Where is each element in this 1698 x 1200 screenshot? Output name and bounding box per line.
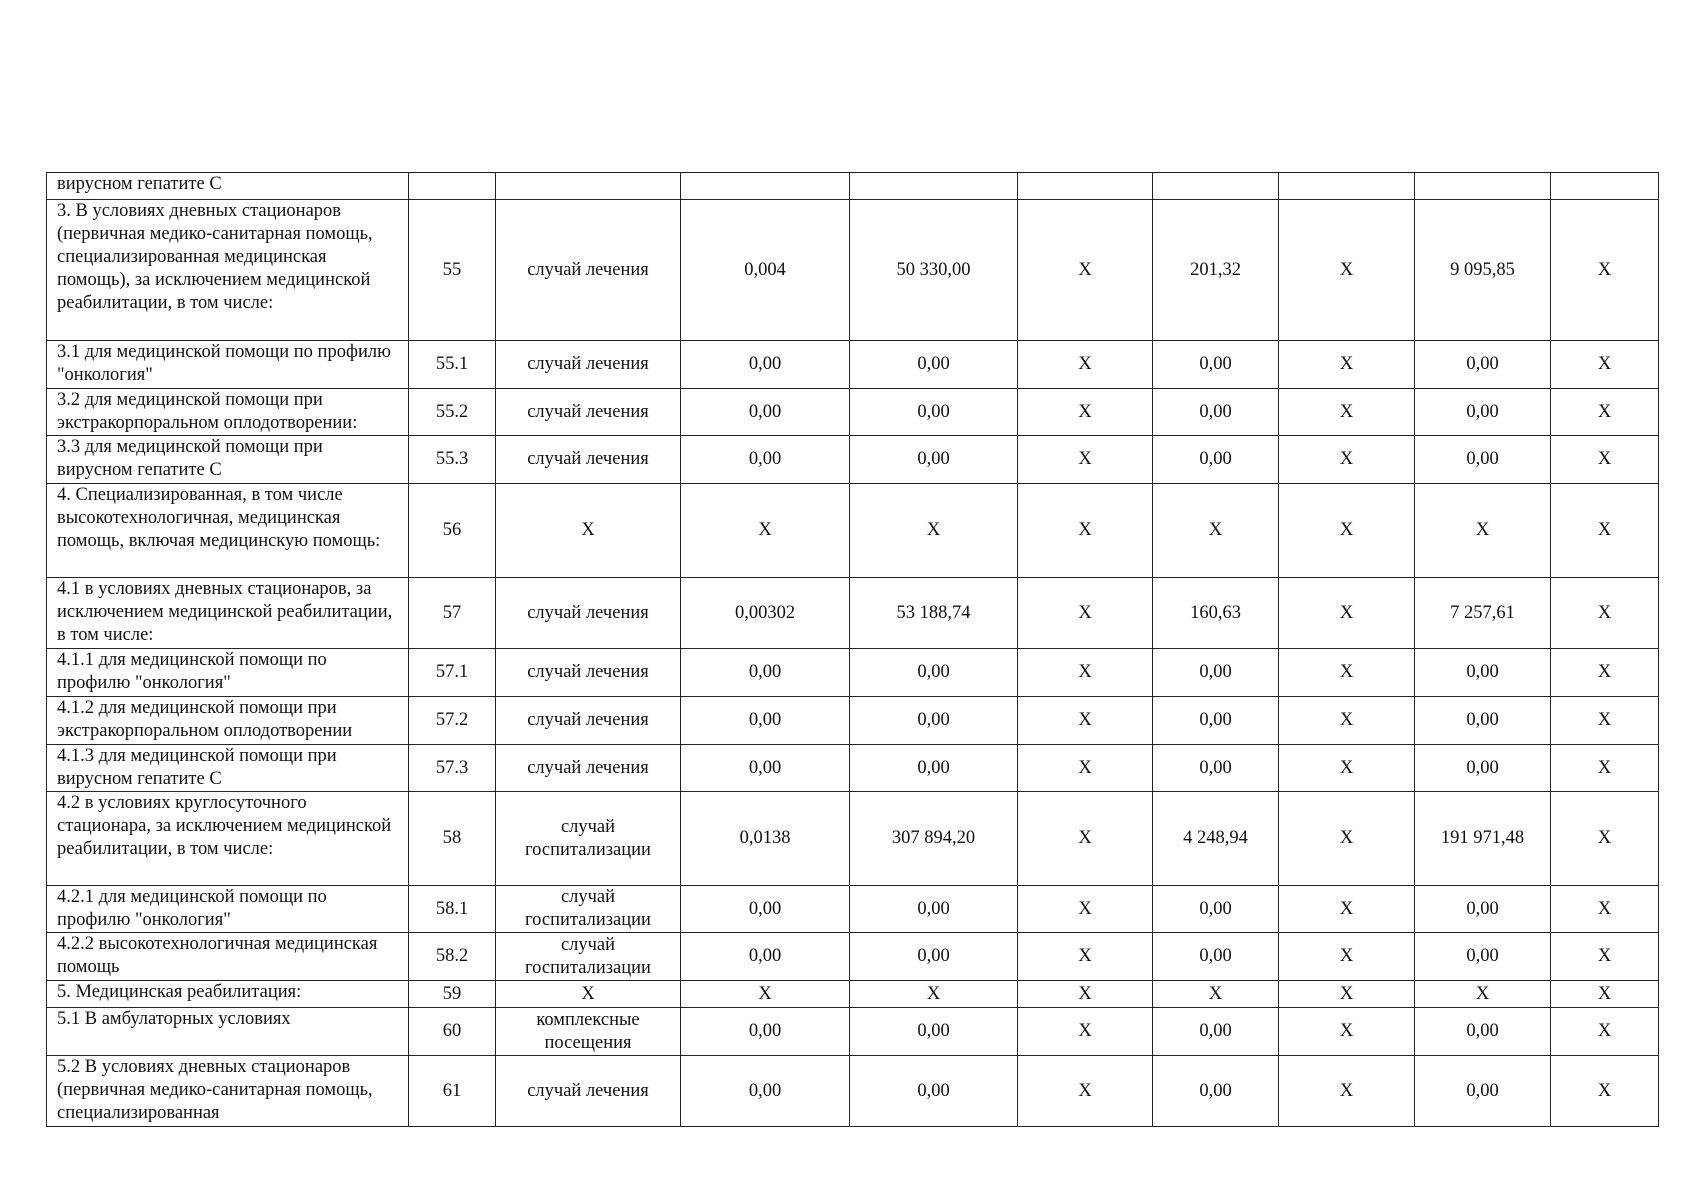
budget-per-capita-cell: Х bbox=[1018, 1056, 1153, 1127]
table-body bbox=[47, 173, 1659, 1127]
budget-total-cell: Х bbox=[1279, 792, 1415, 886]
oms-per-capita-cell: Х bbox=[1153, 981, 1279, 1008]
table-row bbox=[47, 341, 1659, 389]
oms-total-cell: 191 971,48 bbox=[1415, 792, 1551, 886]
budget-total-cell: Х bbox=[1279, 649, 1415, 697]
budget-per-capita-cell bbox=[1018, 173, 1153, 200]
budget-total-cell: Х bbox=[1279, 697, 1415, 745]
table-row bbox=[47, 697, 1659, 745]
budget-per-capita-cell: Х bbox=[1018, 886, 1153, 933]
row-label-cell: 5.1 В амбулаторных условиях bbox=[47, 1008, 409, 1056]
unit-cell: случай лечения bbox=[496, 200, 681, 341]
table-row bbox=[47, 649, 1659, 697]
share-cell: Х bbox=[1551, 933, 1659, 981]
table-row bbox=[47, 745, 1659, 792]
cost-norm-cell: 0,00 bbox=[850, 697, 1018, 745]
table-row bbox=[47, 484, 1659, 578]
volume-norm-cell: 0,004 bbox=[681, 200, 850, 341]
share-cell: Х bbox=[1551, 1056, 1659, 1127]
share-cell bbox=[1551, 173, 1659, 200]
oms-per-capita-cell: 0,00 bbox=[1153, 389, 1279, 436]
volume-norm-cell: 0,0138 bbox=[681, 792, 850, 886]
row-label-cell: 3.1 для медицинской помощи по профилю "онкология" bbox=[47, 341, 409, 389]
row-code-cell: 56 bbox=[409, 484, 496, 578]
oms-per-capita-cell: Х bbox=[1153, 484, 1279, 578]
row-code-cell: 55.1 bbox=[409, 341, 496, 389]
budget-total-cell: Х bbox=[1279, 886, 1415, 933]
unit-cell: случай лечения bbox=[496, 697, 681, 745]
volume-norm-cell bbox=[681, 173, 850, 200]
volume-norm-cell: 0,00 bbox=[681, 341, 850, 389]
cost-norm-cell: 0,00 bbox=[850, 649, 1018, 697]
budget-per-capita-cell: Х bbox=[1018, 933, 1153, 981]
oms-total-cell: 0,00 bbox=[1415, 697, 1551, 745]
cost-norm-cell: 0,00 bbox=[850, 389, 1018, 436]
cost-norm-cell: 0,00 bbox=[850, 1008, 1018, 1056]
oms-per-capita-cell: 0,00 bbox=[1153, 697, 1279, 745]
row-label-cell: вирусном гепатите С bbox=[47, 173, 409, 200]
unit-cell: случай лечения bbox=[496, 1056, 681, 1127]
budget-per-capita-cell: Х bbox=[1018, 389, 1153, 436]
row-label-cell: 5.2 В условиях дневных стационаров (первичная медико-санитарная помощь, специализированная bbox=[47, 1056, 409, 1127]
budget-total-cell: Х bbox=[1279, 1056, 1415, 1127]
share-cell: Х bbox=[1551, 981, 1659, 1008]
oms-total-cell: 0,00 bbox=[1415, 886, 1551, 933]
volume-norm-cell: 0,00 bbox=[681, 649, 850, 697]
share-cell: Х bbox=[1551, 341, 1659, 389]
unit-cell: случай госпитализации bbox=[496, 792, 681, 886]
volume-norm-cell: 0,00 bbox=[681, 697, 850, 745]
budget-per-capita-cell: Х bbox=[1018, 697, 1153, 745]
row-code-cell: 58.1 bbox=[409, 886, 496, 933]
budget-total-cell: Х bbox=[1279, 745, 1415, 792]
share-cell: Х bbox=[1551, 649, 1659, 697]
table-row bbox=[47, 1008, 1659, 1056]
share-cell: Х bbox=[1551, 578, 1659, 649]
oms-total-cell: 0,00 bbox=[1415, 1056, 1551, 1127]
budget-per-capita-cell: Х bbox=[1018, 436, 1153, 484]
oms-total-cell bbox=[1415, 173, 1551, 200]
unit-cell: случай лечения bbox=[496, 436, 681, 484]
oms-per-capita-cell: 201,32 bbox=[1153, 200, 1279, 341]
row-label-cell: 4.1.3 для медицинской помощи при вирусном гепатите С bbox=[47, 745, 409, 792]
oms-total-cell: Х bbox=[1415, 484, 1551, 578]
cost-norm-cell: 0,00 bbox=[850, 886, 1018, 933]
unit-cell: Х bbox=[496, 981, 681, 1008]
volume-norm-cell: 0,00 bbox=[681, 436, 850, 484]
oms-total-cell: 0,00 bbox=[1415, 649, 1551, 697]
cost-norm-cell: 0,00 bbox=[850, 933, 1018, 981]
cost-norm-cell: 0,00 bbox=[850, 745, 1018, 792]
oms-total-cell: 0,00 bbox=[1415, 1008, 1551, 1056]
volume-norm-cell: 0,00 bbox=[681, 886, 850, 933]
oms-per-capita-cell: 0,00 bbox=[1153, 933, 1279, 981]
row-code-cell: 57.1 bbox=[409, 649, 496, 697]
budget-total-cell: Х bbox=[1279, 1008, 1415, 1056]
row-label-cell: 4.2 в условиях круглосуточного стационара, за исключением медицинской реабилитации, в том числе: bbox=[47, 792, 409, 886]
cost-norm-cell: 53 188,74 bbox=[850, 578, 1018, 649]
row-code-cell: 57 bbox=[409, 578, 496, 649]
cost-norm-cell bbox=[850, 173, 1018, 200]
budget-total-cell: Х bbox=[1279, 933, 1415, 981]
table-row bbox=[47, 886, 1659, 933]
cost-norm-cell: Х bbox=[850, 484, 1018, 578]
oms-per-capita-cell: 0,00 bbox=[1153, 649, 1279, 697]
budget-per-capita-cell: Х bbox=[1018, 1008, 1153, 1056]
table-row bbox=[47, 578, 1659, 649]
budget-total-cell: Х bbox=[1279, 484, 1415, 578]
oms-total-cell: 9 095,85 bbox=[1415, 200, 1551, 341]
row-code-cell: 59 bbox=[409, 981, 496, 1008]
financing-table bbox=[46, 172, 1659, 1127]
row-label-cell: 4.2.1 для медицинской помощи по профилю "онкология" bbox=[47, 886, 409, 933]
cost-norm-cell: 50 330,00 bbox=[850, 200, 1018, 341]
oms-per-capita-cell bbox=[1153, 173, 1279, 200]
oms-total-cell: 0,00 bbox=[1415, 436, 1551, 484]
row-code-cell: 61 bbox=[409, 1056, 496, 1127]
table-row bbox=[47, 933, 1659, 981]
volume-norm-cell: 0,00 bbox=[681, 745, 850, 792]
cost-norm-cell: 0,00 bbox=[850, 1056, 1018, 1127]
volume-norm-cell: 0,00 bbox=[681, 1056, 850, 1127]
cost-norm-cell: Х bbox=[850, 981, 1018, 1008]
row-label-cell: 3. В условиях дневных стационаров (первичная медико-санитарная помощь, специализированная медицинская помощь), за исключением медицинской реабилитации, в том числе: bbox=[47, 200, 409, 341]
row-code-cell: 57.3 bbox=[409, 745, 496, 792]
volume-norm-cell: Х bbox=[681, 981, 850, 1008]
row-code-cell: 60 bbox=[409, 1008, 496, 1056]
share-cell: Х bbox=[1551, 200, 1659, 341]
oms-total-cell: Х bbox=[1415, 981, 1551, 1008]
share-cell: Х bbox=[1551, 697, 1659, 745]
table-row bbox=[47, 1056, 1659, 1127]
cost-norm-cell: 0,00 bbox=[850, 436, 1018, 484]
budget-per-capita-cell: Х bbox=[1018, 745, 1153, 792]
budget-per-capita-cell: Х bbox=[1018, 484, 1153, 578]
unit-cell: случай лечения bbox=[496, 389, 681, 436]
budget-per-capita-cell: Х bbox=[1018, 981, 1153, 1008]
budget-total-cell: Х bbox=[1279, 981, 1415, 1008]
table-row bbox=[47, 200, 1659, 341]
budget-total-cell: Х bbox=[1279, 389, 1415, 436]
unit-cell: комплексные посещения bbox=[496, 1008, 681, 1056]
share-cell: Х bbox=[1551, 389, 1659, 436]
unit-cell: случай госпитализации bbox=[496, 933, 681, 981]
budget-per-capita-cell: Х bbox=[1018, 200, 1153, 341]
oms-total-cell: 7 257,61 bbox=[1415, 578, 1551, 649]
unit-cell: Х bbox=[496, 484, 681, 578]
volume-norm-cell: 0,00 bbox=[681, 389, 850, 436]
row-label-cell: 4.1 в условиях дневных стационаров, за исключением медицинской реабилитации, в том числе: bbox=[47, 578, 409, 649]
budget-per-capita-cell: Х bbox=[1018, 649, 1153, 697]
row-code-cell: 58.2 bbox=[409, 933, 496, 981]
row-label-cell: 3.2 для медицинской помощи при экстракорпоральном оплодотворении: bbox=[47, 389, 409, 436]
cost-norm-cell: 0,00 bbox=[850, 341, 1018, 389]
share-cell: Х bbox=[1551, 484, 1659, 578]
oms-total-cell: 0,00 bbox=[1415, 933, 1551, 981]
unit-cell: случай лечения bbox=[496, 649, 681, 697]
oms-per-capita-cell: 0,00 bbox=[1153, 436, 1279, 484]
unit-cell: случай лечения bbox=[496, 341, 681, 389]
row-label-cell: 4.2.2 высокотехнологичная медицинская помощь bbox=[47, 933, 409, 981]
table-row bbox=[47, 981, 1659, 1008]
oms-per-capita-cell: 160,63 bbox=[1153, 578, 1279, 649]
oms-per-capita-cell: 4 248,94 bbox=[1153, 792, 1279, 886]
budget-total-cell: Х bbox=[1279, 341, 1415, 389]
row-label-cell: 4.1.1 для медицинской помощи по профилю "онкология" bbox=[47, 649, 409, 697]
cost-norm-cell: 307 894,20 bbox=[850, 792, 1018, 886]
unit-cell: случай лечения bbox=[496, 745, 681, 792]
budget-per-capita-cell: Х bbox=[1018, 578, 1153, 649]
budget-per-capita-cell: Х bbox=[1018, 341, 1153, 389]
row-label-cell: 3.3 для медицинской помощи при вирусном гепатите С bbox=[47, 436, 409, 484]
row-code-cell: 55.2 bbox=[409, 389, 496, 436]
volume-norm-cell: 0,00 bbox=[681, 933, 850, 981]
budget-total-cell: Х bbox=[1279, 200, 1415, 341]
budget-total-cell bbox=[1279, 173, 1415, 200]
budget-per-capita-cell: Х bbox=[1018, 792, 1153, 886]
oms-per-capita-cell: 0,00 bbox=[1153, 1008, 1279, 1056]
row-label-cell: 5. Медицинская реабилитация: bbox=[47, 981, 409, 1008]
row-label-cell: 4. Специализированная, в том числе высокотехнологичная, медицинская помощь, включая медицинскую помощь: bbox=[47, 484, 409, 578]
budget-total-cell: Х bbox=[1279, 436, 1415, 484]
row-code-cell bbox=[409, 173, 496, 200]
oms-total-cell: 0,00 bbox=[1415, 389, 1551, 436]
volume-norm-cell: 0,00302 bbox=[681, 578, 850, 649]
unit-cell bbox=[496, 173, 681, 200]
row-code-cell: 57.2 bbox=[409, 697, 496, 745]
oms-per-capita-cell: 0,00 bbox=[1153, 341, 1279, 389]
oms-total-cell: 0,00 bbox=[1415, 745, 1551, 792]
oms-total-cell: 0,00 bbox=[1415, 341, 1551, 389]
table-row bbox=[47, 792, 1659, 886]
share-cell: Х bbox=[1551, 886, 1659, 933]
share-cell: Х bbox=[1551, 436, 1659, 484]
table-row bbox=[47, 173, 1659, 200]
row-label-cell: 4.1.2 для медицинской помощи при экстракорпоральном оплодотворении bbox=[47, 697, 409, 745]
share-cell: Х bbox=[1551, 792, 1659, 886]
oms-per-capita-cell: 0,00 bbox=[1153, 745, 1279, 792]
share-cell: Х bbox=[1551, 1008, 1659, 1056]
volume-norm-cell: 0,00 bbox=[681, 1008, 850, 1056]
share-cell: Х bbox=[1551, 745, 1659, 792]
row-code-cell: 55.3 bbox=[409, 436, 496, 484]
oms-per-capita-cell: 0,00 bbox=[1153, 886, 1279, 933]
unit-cell: случай госпитализации bbox=[496, 886, 681, 933]
table-row bbox=[47, 389, 1659, 436]
row-code-cell: 58 bbox=[409, 792, 496, 886]
volume-norm-cell: Х bbox=[681, 484, 850, 578]
table-row bbox=[47, 436, 1659, 484]
budget-total-cell: Х bbox=[1279, 578, 1415, 649]
oms-per-capita-cell: 0,00 bbox=[1153, 1056, 1279, 1127]
unit-cell: случай лечения bbox=[496, 578, 681, 649]
row-code-cell: 55 bbox=[409, 200, 496, 341]
